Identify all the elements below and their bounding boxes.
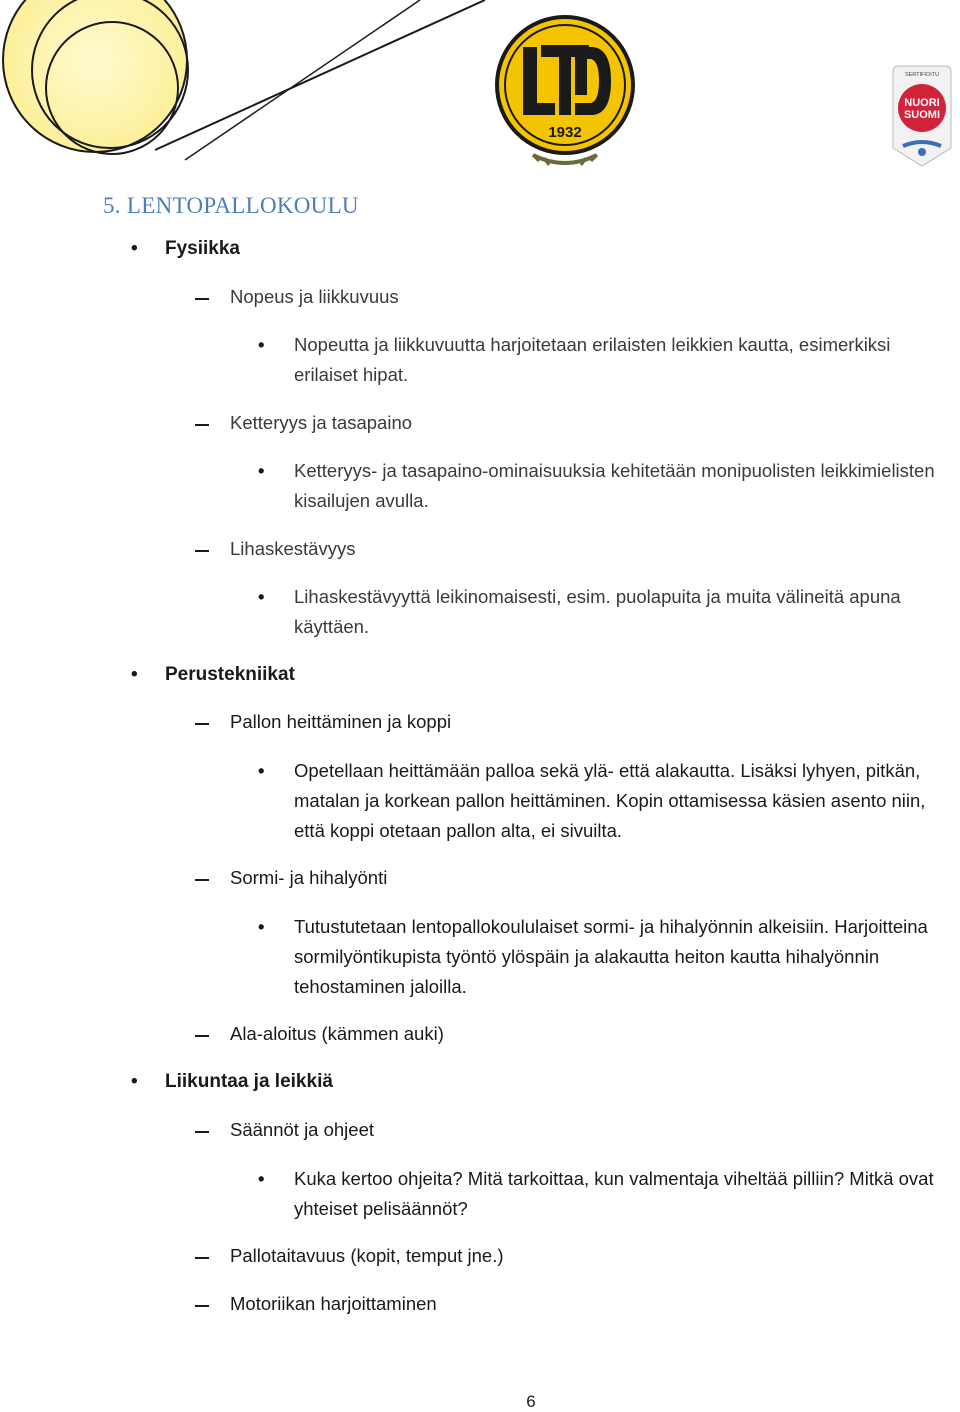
dash-marker — [195, 550, 209, 552]
section-title: Liikuntaa ja leikkiä — [165, 1071, 333, 1092]
dash-marker — [195, 1305, 209, 1307]
club-logo — [493, 15, 637, 167]
subsection-label: Pallotaitavuus (kopit, temput jne.) — [230, 1245, 504, 1266]
subsection-label: Ala-aloitus (kämmen auki) — [230, 1023, 444, 1044]
bullet: • — [258, 916, 265, 937]
bullet: • — [258, 760, 265, 781]
bullet: • — [131, 238, 138, 259]
bullet: • — [258, 1168, 265, 1189]
detail-text: Lihaskestävyyttä leikinomaisesti, esim. puolapuita ja muita välineitä apuna käyttäen. — [294, 586, 901, 637]
subsection-label: Motoriikan harjoittaminen — [230, 1293, 437, 1314]
detail-text: Opetellaan heittämään palloa sekä ylä- että alakautta. Lisäksi lyhyen, pitkän, matalan ja korkean pallon heittäminen. Kopin ottamisessa käsien asento niin, että koppi otetaan pallon alta, ei sivuilta. — [294, 760, 926, 841]
detail-text: Kuka kertoo ohjeita? Mitä tarkoittaa, kun valmentaja viheltää pilliin? Mitkä ovat yhteiset pelisäännöt? — [294, 1168, 934, 1219]
bullet: • — [258, 586, 265, 607]
page-number: 6 — [526, 1392, 536, 1411]
bullet: • — [258, 334, 265, 355]
club-logo-year: 1932 — [548, 124, 582, 141]
dash-marker — [195, 298, 209, 300]
subsection-label: Säännöt ja ohjeet — [230, 1119, 375, 1140]
section-heading: 5. LENTOPALLOKOULU — [103, 193, 359, 218]
dash-marker — [195, 1131, 209, 1133]
subsection-label: Pallon heittäminen ja koppi — [230, 711, 452, 732]
dash-marker — [195, 879, 209, 881]
subsection-label: Sormi- ja hihalyönti — [230, 867, 388, 888]
subsection-label: Nopeus ja liikkuvuus — [230, 286, 399, 307]
dash-marker — [195, 1035, 209, 1037]
detail-text: Tutustutetaan lentopallokoululaiset sormi- ja hihalyönnin alkeisiin. Harjoitteina sormilyöntikupista työntö ylöspäin ja alakautta heiton kautta hihalyönnin tehostaminen jaloilla. — [294, 916, 928, 997]
decorative-sun-graphic — [0, 0, 500, 190]
section-title: Perustekniikat — [165, 664, 295, 685]
section-title: Fysiikka — [165, 238, 240, 259]
dash-marker — [195, 1257, 209, 1259]
badge-top-text: SERTIFIOITU — [904, 72, 940, 78]
subsection-label: Ketteryys ja tasapaino — [230, 412, 413, 433]
badge-line1: NUORI — [904, 97, 940, 109]
subsection-label: Lihaskestävyys — [230, 538, 356, 559]
badge-line2: SUOMI — [903, 109, 941, 121]
dash-marker — [195, 723, 209, 725]
bullet: • — [258, 460, 265, 481]
nuori-suomi-badge — [889, 62, 955, 170]
detail-text: Nopeutta ja liikkuvuutta harjoitetaan erilaisten leikkien kautta, esimerkiksi erilaiset hipat. — [294, 334, 891, 385]
detail-text: Ketteryys- ja tasapaino-ominaisuuksia kehitetään monipuolisten leikkimielisten kisailujen avulla. — [294, 460, 935, 511]
bullet: • — [131, 1071, 138, 1092]
bullet: • — [131, 664, 138, 685]
dash-marker — [195, 424, 209, 426]
